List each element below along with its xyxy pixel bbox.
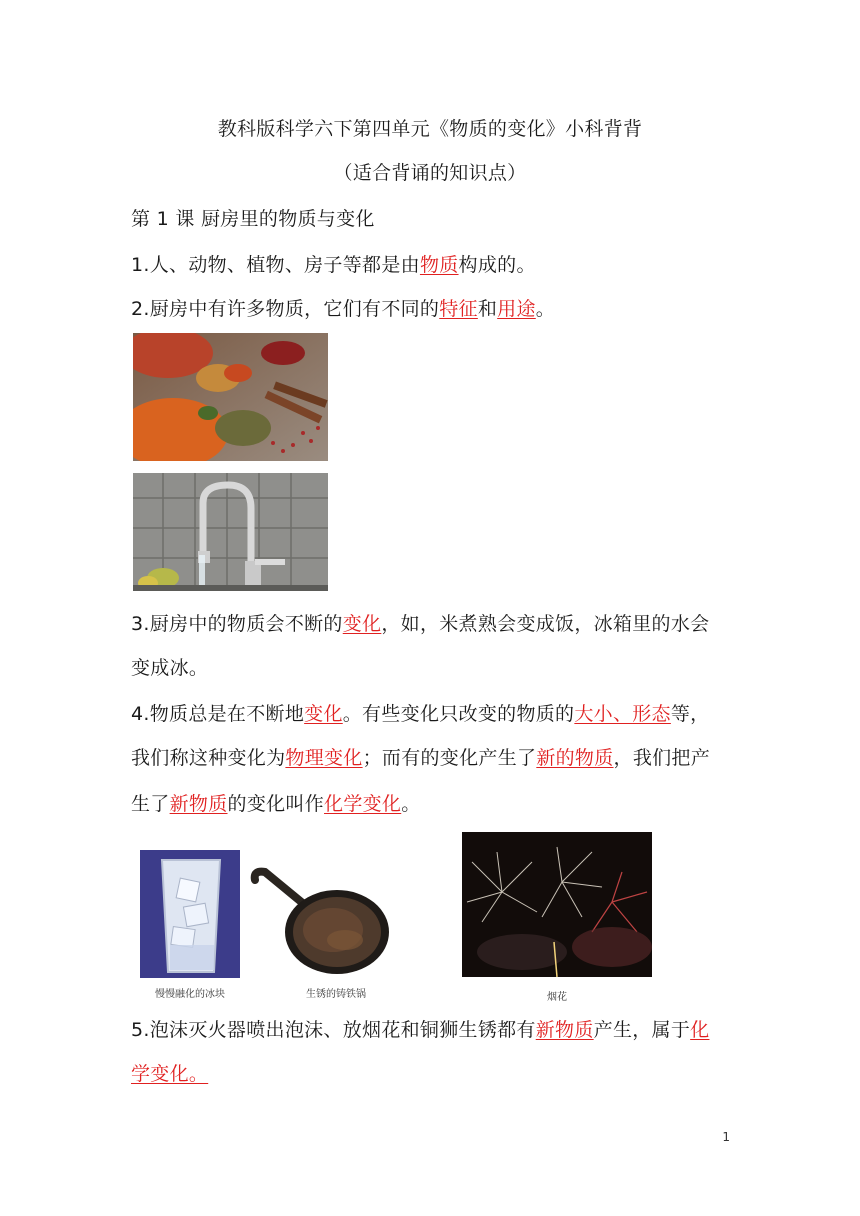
blank-answer: 物理变化 bbox=[285, 747, 363, 769]
paragraph-3-line-2: 变成冰。 bbox=[131, 657, 209, 679]
blank-answer: 变化 bbox=[304, 703, 343, 725]
rusty-pan-photo bbox=[245, 860, 395, 980]
paragraph-5-line-2 bbox=[131, 1061, 208, 1087]
ice-caption: 慢慢融化的冰块 bbox=[155, 989, 225, 1000]
blank-answer: 学变化。 bbox=[131, 1063, 209, 1085]
blank-answer: 新的物质 bbox=[536, 747, 614, 769]
blank-answer: 化学变化 bbox=[324, 793, 402, 815]
pan-caption: 生锈的铸铁锅 bbox=[306, 989, 366, 1000]
doc-title: 教科版科学六下第四单元《物质的变化》小科背背 bbox=[217, 118, 643, 140]
page-number: 1 bbox=[722, 1130, 730, 1144]
blank-answer: 新物质 bbox=[169, 793, 228, 815]
paragraph-4-line-1: 4.物质总是在不断地变化。有些变化只改变的物质的大小、形态等， bbox=[131, 703, 710, 725]
faucet-photo bbox=[133, 473, 328, 591]
blank-answer: 特征 bbox=[439, 298, 478, 320]
paragraph-3-line-1: 3.厨房中的物质会不断的变化，如，米煮熟会变成饭，冰箱里的水会 bbox=[131, 613, 710, 635]
paragraph-4-line-3: 生了新物质的变化叫作化学变化。 bbox=[131, 793, 421, 815]
doc-subtitle: （适合背诵的知识点） bbox=[333, 162, 527, 184]
fireworks-photo bbox=[462, 832, 652, 977]
paragraph-4-line-2: 我们称这种变化为物理变化；而有的变化产生了新的物质，我们把产 bbox=[131, 747, 711, 769]
fireworks-caption: 烟花 bbox=[547, 992, 567, 1003]
blank-answer: 物质 bbox=[419, 254, 459, 276]
blank-answer: 变化 bbox=[342, 613, 382, 635]
blank-answer: 大小、形态 bbox=[574, 703, 671, 725]
blank-answer: 用途 bbox=[497, 298, 536, 320]
paragraph-2: 2.厨房中有许多物质，它们有不同的特征和用途。 bbox=[131, 298, 556, 320]
lesson-heading: 第 1 课 厨房里的物质与变化 bbox=[131, 208, 375, 230]
spices-photo bbox=[133, 333, 328, 461]
paragraph-5-line-1: 5.泡沫灭火器喷出泡沫、放烟花和铜狮生锈都有新物质产生，属于化 bbox=[131, 1019, 710, 1041]
melting-ice-photo bbox=[140, 850, 240, 978]
blank-answer: 新物质 bbox=[535, 1019, 594, 1041]
blank-answer: 化 bbox=[690, 1019, 710, 1041]
paragraph-1: 1.人、动物、植物、房子等都是由物质构成的。 bbox=[131, 254, 536, 276]
